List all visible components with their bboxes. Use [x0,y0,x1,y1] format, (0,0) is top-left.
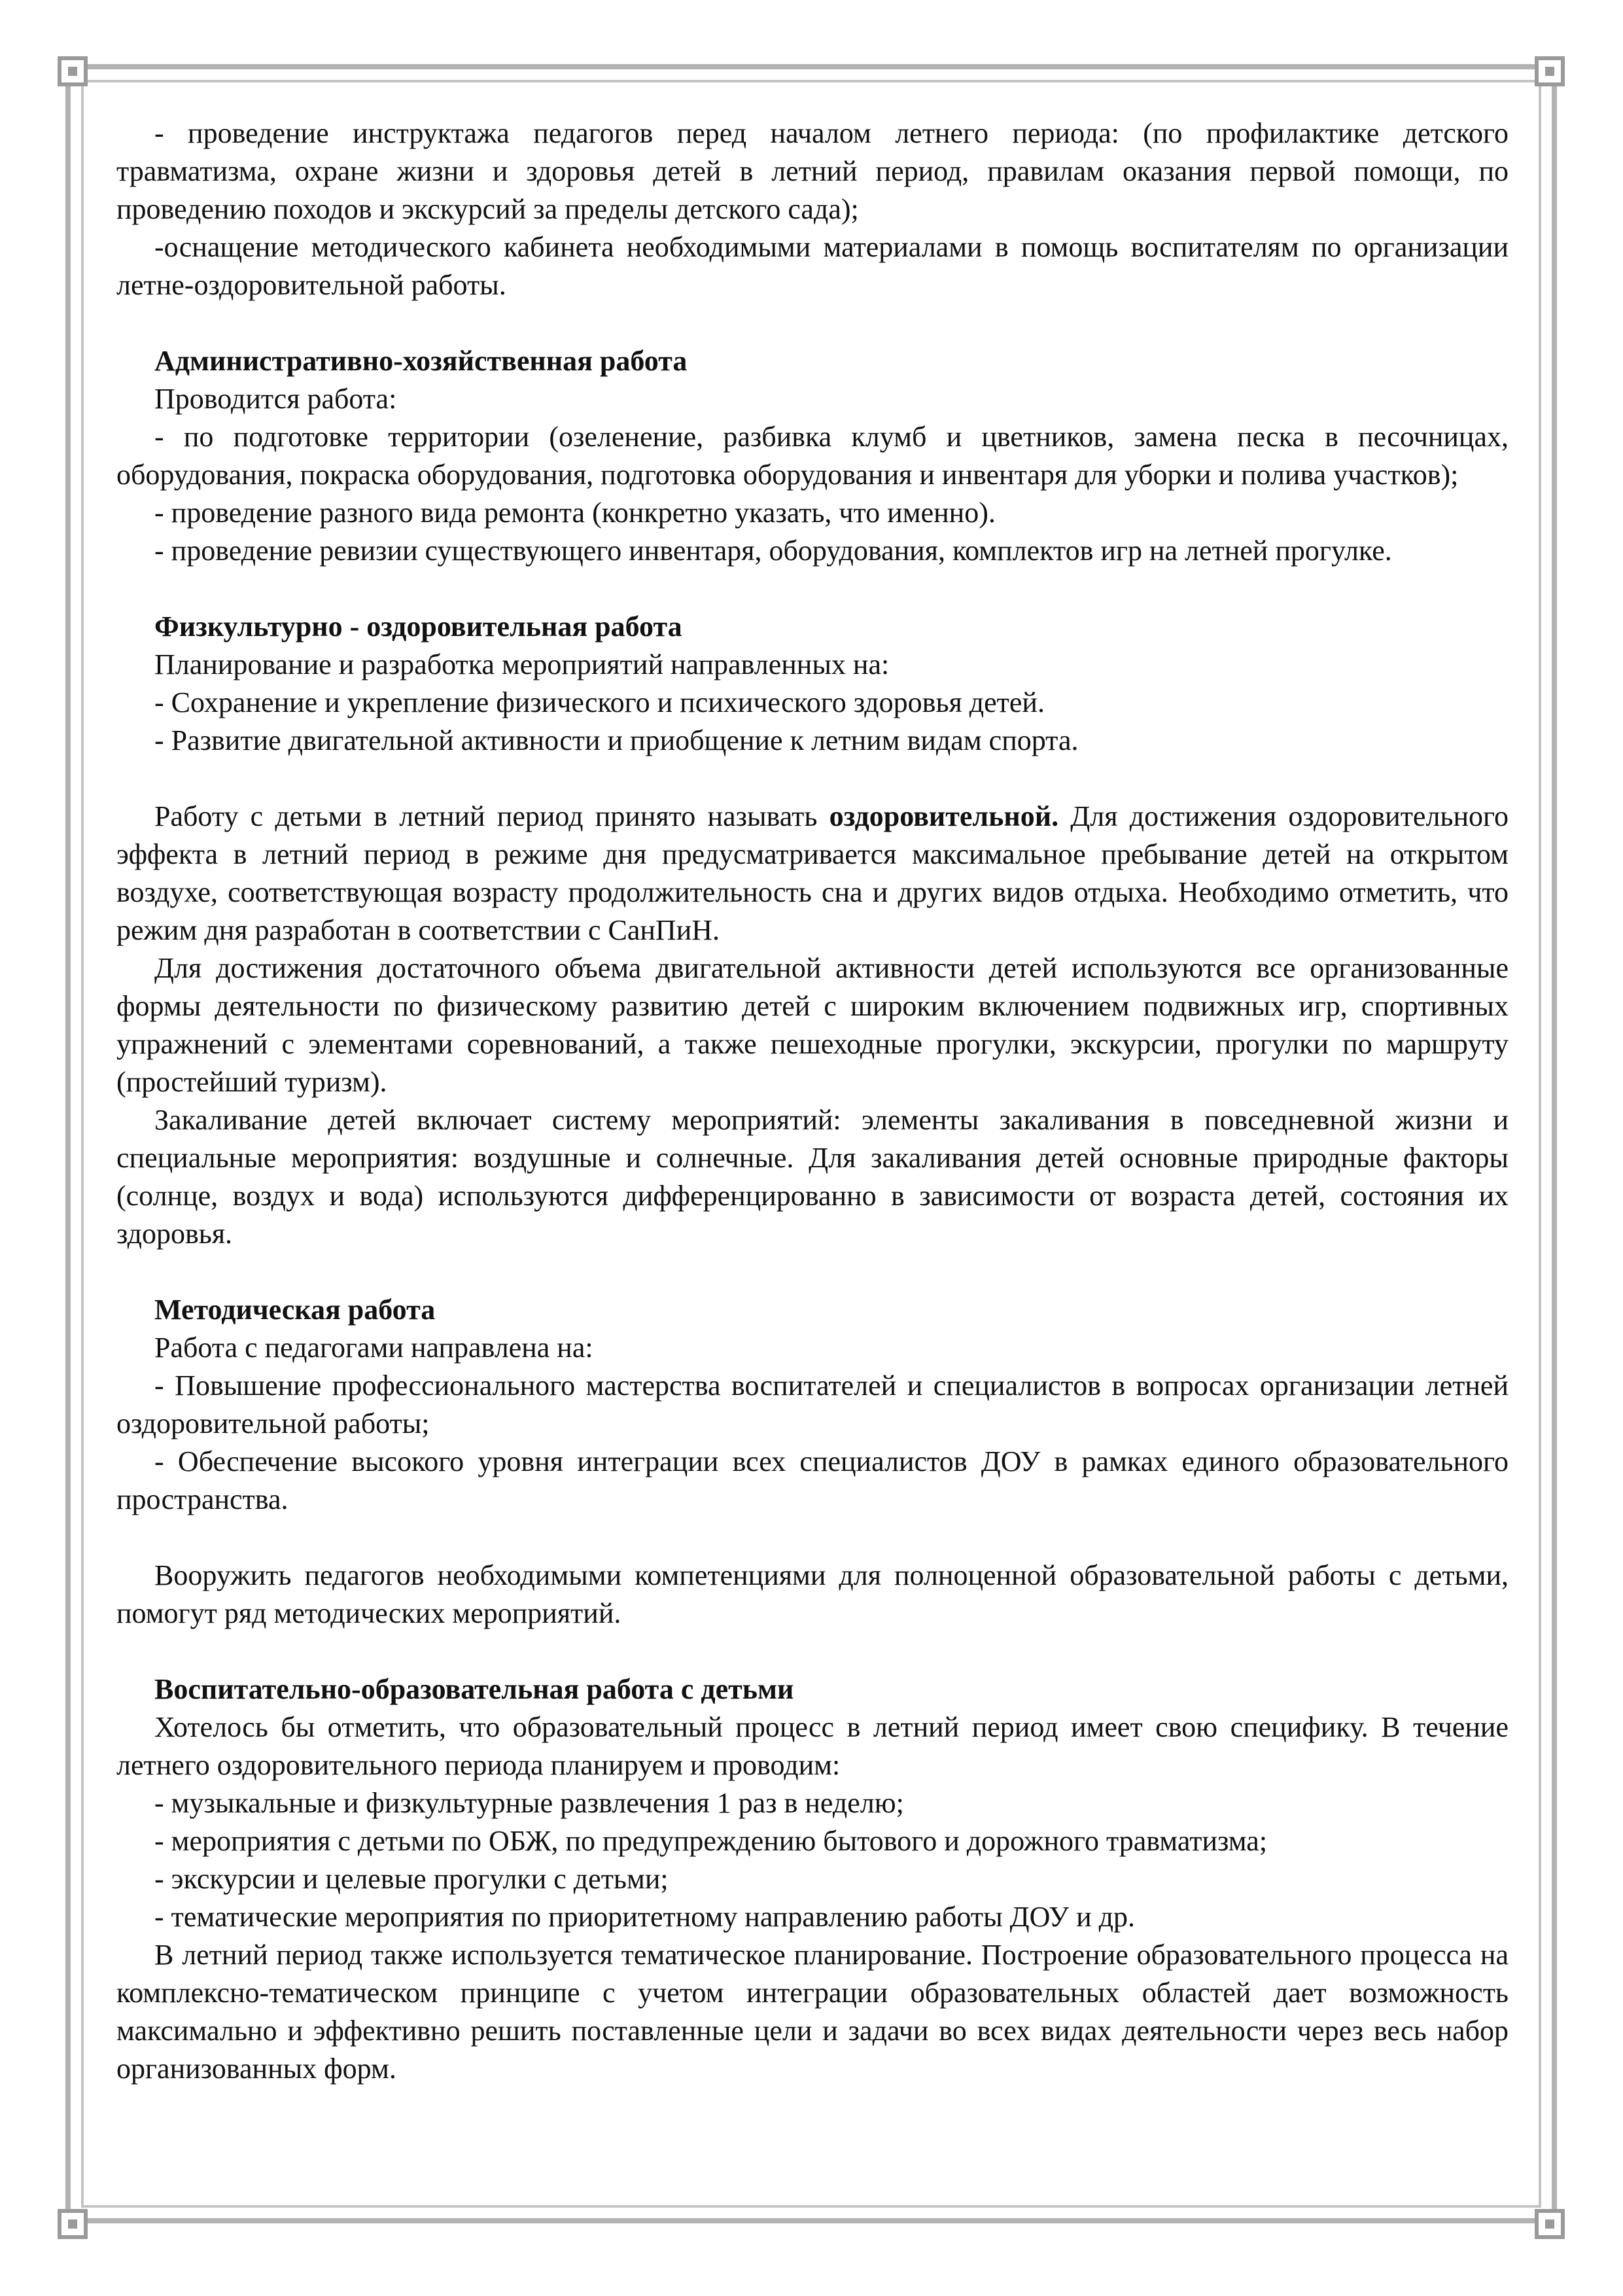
physical-item: - Развитие двигательной активности и приобщение к летним видам спорта. [154,724,1079,756]
heading-physical: Физкультурно - оздоровительная работа [154,610,682,643]
physical-intro: Планирование и разработка мероприятий направленных на: [154,648,890,680]
section-gap [116,1519,1509,1557]
frame-corner-ornament [58,2209,88,2239]
methodical-item: - Повышение профессионального мастерства воспитателей и специалистов в вопросах организации летней оздоровительной работы; [116,1369,1509,1439]
paragraph-equipment: -оснащение методического кабинета необходимыми материалами в помощь воспитателям по организации летне-оздоровительной работы. [116,231,1509,301]
section-gap [116,304,1509,342]
heading-methodical: Методическая работа [154,1294,436,1326]
paragraph-instruction: - проведение инструктажа педагогов перед началом летнего периода: (по профилактике детского травматизма, охране жизни и здоровья детей в летний период, правилам оказания первой помощи, по проведению походов и экскурсий за пределы детского сада); [116,117,1509,225]
admin-intro: Проводится работа: [154,383,397,415]
section-gap [116,1253,1509,1291]
text-run: Работу с детьми в летний период принято называть [154,800,829,832]
frame-corner-ornament [1535,56,1565,86]
section-gap [116,570,1509,608]
section-gap [116,760,1509,798]
methodical-intro: Работа с педагогами направлена на: [154,1332,593,1364]
physical-paragraph-activity: Для достижения достаточного объема двигательной активности детей используются все организованные формы деятельности по физическому развитию детей с широким включением подвижных игр, спортивных упражнений с элементами соревнований, а также пешеходные прогулки, экскурсии, прогулки по маршруту (простейший туризм). [116,952,1509,1098]
physical-paragraph-health [116,798,1509,949]
physical-item: - Сохранение и укрепление физического и психического здоровья детей. [154,686,1045,718]
educational-intro: Хотелось бы отметить, что образовательный процесс в летний период имеет свою специфику. В течение летнего оздоровительного периода планируем и проводим: [116,1711,1509,1781]
admin-item: - проведение ревизии существующего инвентаря, оборудования, комплектов игр на летней прогулке. [154,535,1392,567]
educational-item: - мероприятия с детьми по ОБЖ, по предупреждению бытового и дорожного травматизма; [154,1825,1268,1857]
methodical-paragraph: Вооружить педагогов необходимыми компетенциями для полноценной образовательной работы с детьми, помогут ряд методических мероприятий. [116,1559,1509,1629]
document-body [116,115,1509,2088]
educational-item: - тематические мероприятия по приоритетному направлению работы ДОУ и др. [154,1901,1136,1933]
bold-term: оздоровительной. [829,800,1059,832]
frame-corner-ornament [1535,2209,1565,2239]
educational-item: - экскурсии и целевые прогулки с детьми; [154,1863,669,1895]
educational-item: - музыкальные и физкультурные развлечения 1 раз в неделю; [154,1787,904,1819]
heading-admin: Административно-хозяйственная работа [154,345,688,377]
heading-educational: Воспитательно-образовательная работа с детьми [154,1673,794,1705]
methodical-item: - Обеспечение высокого уровня интеграции всех специалистов ДОУ в рамках единого образовательного пространства. [116,1445,1509,1515]
section-gap [116,1633,1509,1670]
admin-item: - проведение разного вида ремонта (конкретно указать, что именно). [154,497,996,529]
admin-item: - по подготовке территории (озеленение, разбивка клумб и цветников, замена песка в песочницах, оборудования, покраска оборудования, подготовка оборудования и инвентаря для уборки и полива участков); [116,421,1509,491]
text-run: Для достижения оздоровительного эффекта в летний период в режиме дня предусматривается максимальное пребывание детей на открытом воздухе, соответствующая возрасту продолжительность сна и других видов отдыха. Необходимо отметить, что режим дня разработан в соответствии с СанПиН. [116,800,1509,946]
physical-paragraph-hardening: Закаливание детей включает систему мероприятий: элементы закаливания в повседневной жизни и специальные мероприятия: воздушные и солнечные. Для закаливания детей основные природные факторы (солнце, воздух и вода) используются дифференцированно в зависимости от возраста детей, состояния их здоровья. [116,1104,1509,1250]
frame-corner-ornament [58,56,88,86]
educational-paragraph: В летний период также используется тематическое планирование. Построение образовательного процесса на комплексно-тематическом принципе с учетом интеграции образовательных областей дает возможность максимально и эффективно решить поставленные цели и задачи во всех видах деятельности через весь набор организованных форм. [116,1939,1509,2085]
